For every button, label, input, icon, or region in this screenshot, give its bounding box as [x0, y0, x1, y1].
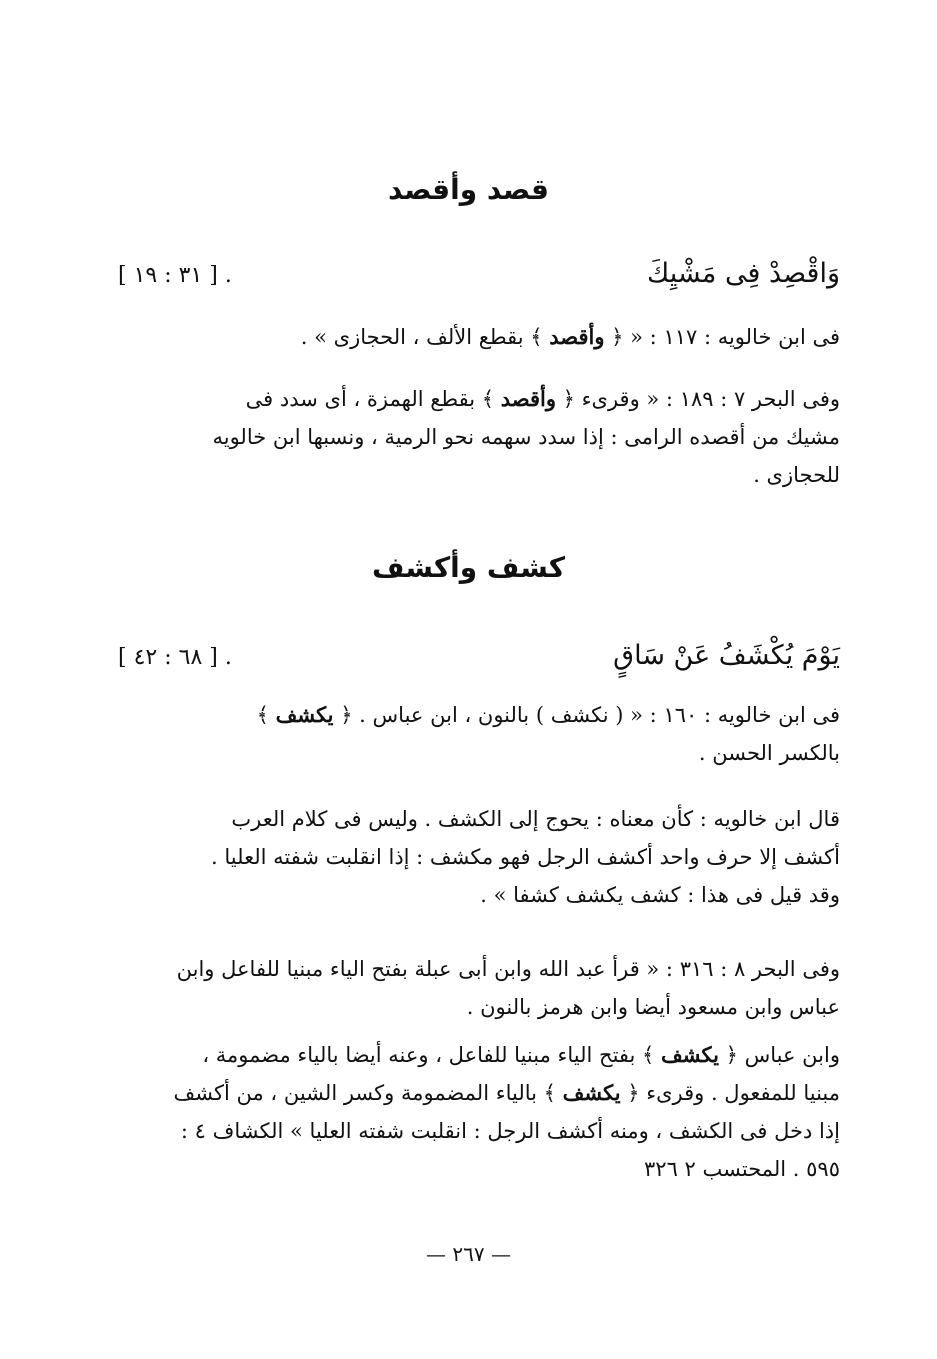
text-line: مشيك من أقصده الرامى : إذا سدد سهمه نحو الرمية ، ونسبها ابن خالويه [212, 425, 840, 449]
note-ibn-khalawayh [118, 318, 840, 356]
quran-verse: وَاقْصِدْ فِى مَشْيِكَ [646, 258, 840, 289]
verse-row-2 [118, 634, 840, 678]
text-line: وقد قيل فى هذا : كشف يكشف كشفا » . [480, 883, 840, 907]
verse-reference: [ ٦٨ : ٤٢ ] . [118, 645, 232, 670]
note-ibn-khalawayh [118, 696, 840, 772]
text-line: فى ابن خالويه : ١٦٠ : « ( نكشف ) بالنون ، ابن عباس . ﴿ يكشف ﴾ [256, 702, 840, 727]
bold-word: يكشف [661, 1042, 719, 1067]
text-line: وفى البحر ٧ : ١٨٩ : « وقرىء ﴿ وأقصد ﴾ بقطع الهمزة ، أى سدد فى [245, 386, 840, 411]
text-line: بالكسر الحسن . [698, 741, 840, 765]
section-heading-kashafa: كشف وأكشف [372, 551, 565, 584]
bold-word: وأقصد [500, 386, 556, 411]
text-line: وابن عباس ﴿ يكشف ﴾ بفتح الياء مبنيا للفاعل ، وعنه أيضا بالياء مضمومة ، [202, 1042, 840, 1067]
bold-word: يكشف [562, 1080, 621, 1105]
verse-reference: [ ٣١ : ١٩ ] . [118, 263, 232, 288]
text-line: قال ابن خالويه : كأن معناه : يحوج إلى الكشف . وليس فى كلام العرب [231, 807, 840, 831]
note-ibn-abbas [118, 1036, 840, 1188]
text-line: للحجازى . [753, 463, 840, 487]
note-al-bahr [118, 950, 840, 1026]
note-ibn-khalawayh-explanation [118, 800, 840, 914]
page-number: — ٢٦٧ — [426, 1242, 511, 1266]
verse-row-1 [118, 252, 840, 296]
note-al-bahr [118, 380, 840, 494]
quran-verse: يَوْمَ يُكْشَفُ عَنْ سَاقٍ [613, 640, 840, 671]
text-line: ٥٩٥ . المحتسب ٢ ٣٢٦ [644, 1157, 840, 1181]
text-line: فى ابن خالويه : ١١٧ : « ﴿ وأقصد ﴾ بقطع الألف ، الحجازى » . [300, 324, 840, 349]
section-heading-qasada: قصد وأقصد [388, 173, 549, 206]
text-line: مبنيا للمفعول . وقرىء ﴿ يكشف ﴾ بالياء المضمومة وكسر الشين ، من أكشف [173, 1080, 840, 1105]
text-line: أكشف إلا حرف واحد أكشف الرجل فهو مكشف : إذا انقلبت شفته العليا . [211, 845, 840, 869]
text-line: عباس وابن مسعود أيضا وابن هرمز بالنون . [466, 995, 840, 1019]
bold-word: وأقصد [549, 324, 605, 349]
text-line: إذا دخل فى الكشف ، ومنه أكشف الرجل : انقلبت شفته العليا » الكشاف ٤ : [180, 1119, 840, 1143]
bold-word: يكشف [275, 702, 334, 727]
text-line: وفى البحر ٨ : ٣١٦ : « قرأ عبد الله وابن أبى عبلة بفتح الياء مبنيا للفاعل وابن [176, 957, 840, 981]
